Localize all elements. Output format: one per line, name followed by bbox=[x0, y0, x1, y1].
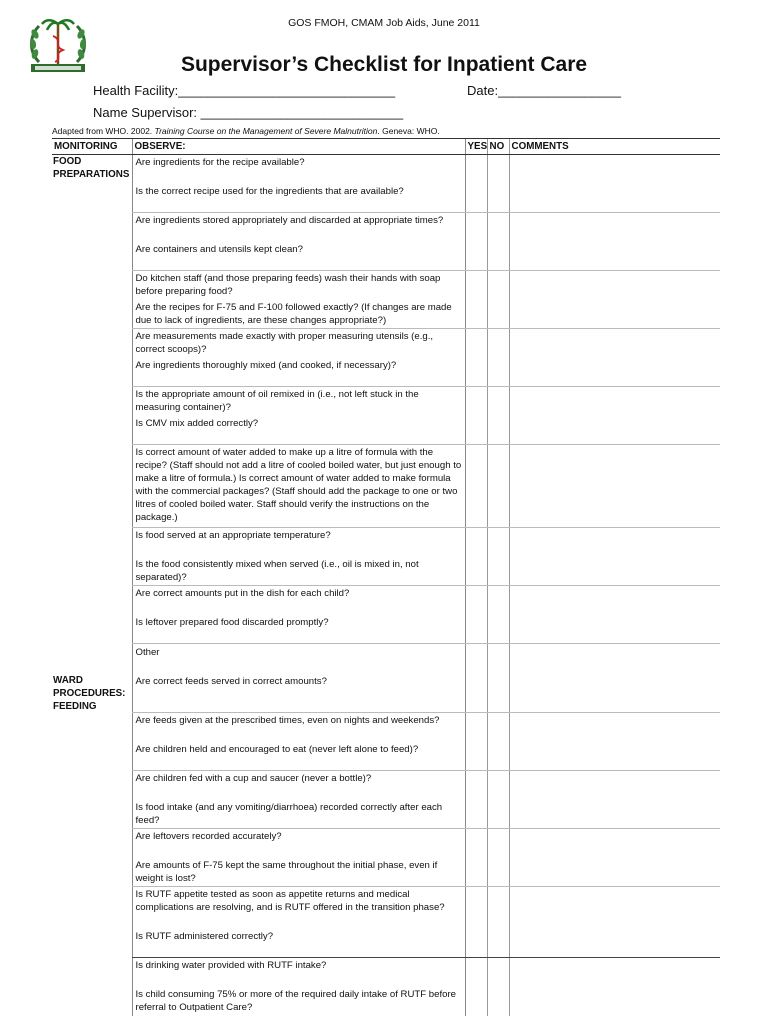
no-cell[interactable] bbox=[487, 887, 509, 958]
comments-cell[interactable] bbox=[509, 887, 720, 958]
yes-cell[interactable] bbox=[465, 958, 487, 1016]
table-row bbox=[52, 713, 720, 771]
table-row bbox=[52, 329, 720, 387]
question: Are the recipes for F-75 and F-100 followed exactly? (If changes are made due to lack of ingredients, are these changes appropriate?) bbox=[135, 302, 452, 326]
question: Are amounts of F-75 kept the same throughout the initial phase, even if weight is lost? bbox=[135, 860, 438, 884]
observe-cell bbox=[132, 213, 465, 271]
yes-cell[interactable] bbox=[465, 213, 487, 271]
yes-cell[interactable] bbox=[465, 713, 487, 771]
question: Are leftovers recorded accurately? bbox=[135, 831, 282, 842]
observe-cell bbox=[132, 271, 465, 329]
yes-cell[interactable] bbox=[465, 445, 487, 528]
no-cell[interactable] bbox=[487, 155, 509, 213]
question: Is RUTF administered correctly? bbox=[135, 931, 274, 942]
table-row bbox=[52, 958, 720, 1016]
observe-cell bbox=[132, 644, 465, 713]
question: Is CMV mix added correctly? bbox=[135, 418, 259, 429]
col-observe: OBSERVE: bbox=[132, 139, 465, 155]
question: Is leftover prepared food discarded promptly? bbox=[135, 617, 329, 628]
question: Do kitchen staff (and those preparing feeds) wash their hands with soap before preparing food? bbox=[135, 273, 441, 297]
question: Is RUTF appetite tested as soon as appetite returns and medical complications are resolving, and is RUTF offered in the transition phase? bbox=[135, 889, 445, 913]
question: Is child consuming 75% or more of the required daily intake of RUTF before referral to Outpatient Care? bbox=[135, 989, 456, 1013]
question: Is food served at an appropriate temperature? bbox=[135, 530, 331, 541]
citation-suffix: . Geneva: WHO. bbox=[377, 126, 440, 136]
observe-cell bbox=[132, 958, 465, 1016]
yes-cell[interactable] bbox=[465, 155, 487, 213]
question: Are children held and encouraged to eat (never left alone to feed)? bbox=[135, 744, 419, 755]
observe-cell bbox=[132, 829, 465, 887]
no-cell[interactable] bbox=[487, 387, 509, 445]
observe-cell bbox=[132, 887, 465, 958]
question: Other bbox=[135, 647, 160, 658]
observe-cell bbox=[132, 528, 465, 586]
source-citation bbox=[52, 126, 440, 136]
yes-cell[interactable] bbox=[465, 644, 487, 713]
observe-cell bbox=[132, 155, 465, 213]
table-row bbox=[52, 445, 720, 528]
observe-cell bbox=[132, 329, 465, 387]
no-cell[interactable] bbox=[487, 586, 509, 644]
question: Are correct feeds served in correct amounts? bbox=[135, 676, 327, 687]
no-cell[interactable] bbox=[487, 528, 509, 586]
no-cell[interactable] bbox=[487, 958, 509, 1016]
comments-cell[interactable] bbox=[509, 958, 720, 1016]
comments-cell[interactable] bbox=[509, 771, 720, 829]
table-row bbox=[52, 829, 720, 887]
yes-cell[interactable] bbox=[465, 329, 487, 387]
observe-cell bbox=[132, 586, 465, 644]
question: Are ingredients thoroughly mixed (and cooked, if necessary)? bbox=[135, 360, 397, 371]
table-row bbox=[52, 887, 720, 958]
no-cell[interactable] bbox=[487, 329, 509, 387]
no-cell[interactable] bbox=[487, 445, 509, 528]
table-row bbox=[52, 644, 720, 713]
question: Are containers and utensils kept clean? bbox=[135, 244, 303, 255]
question: Is the correct recipe used for the ingredients that are available? bbox=[135, 186, 404, 197]
observe-cell bbox=[132, 713, 465, 771]
table-row bbox=[52, 586, 720, 644]
question: Are correct amounts put in the dish for each child? bbox=[135, 588, 350, 599]
table-row bbox=[52, 213, 720, 271]
yes-cell[interactable] bbox=[465, 887, 487, 958]
question: Is the food consistently mixed when served (i.e., oil is mixed in, not separated)? bbox=[135, 559, 419, 583]
table-row bbox=[52, 271, 720, 329]
section-food-preparations: FOOD PREPARATIONS bbox=[53, 156, 130, 180]
question: Is correct amount of water added to make up a litre of formula with the recipe? (Staff should not add a litre of cooled boiled water, but just enough to make a litre of formula.) Is correct amount of water added to make formula with the commercial packages? (Staff should add the package to one or two litres of cooled boiled water. Staff should verify the instructions on the package.) bbox=[135, 447, 462, 523]
no-cell[interactable] bbox=[487, 271, 509, 329]
no-cell[interactable] bbox=[487, 213, 509, 271]
comments-cell[interactable] bbox=[509, 445, 720, 528]
comments-cell[interactable] bbox=[509, 329, 720, 387]
document-title: Supervisor’s Checklist for Inpatient Care bbox=[180, 53, 588, 76]
comments-cell[interactable] bbox=[509, 586, 720, 644]
yes-cell[interactable] bbox=[465, 387, 487, 445]
comments-cell[interactable] bbox=[509, 644, 720, 713]
table-row bbox=[52, 771, 720, 829]
comments-cell[interactable] bbox=[509, 528, 720, 586]
col-monitoring: MONITORING bbox=[52, 139, 132, 155]
comments-cell[interactable] bbox=[509, 829, 720, 887]
observe-cell bbox=[132, 771, 465, 829]
table-row bbox=[52, 387, 720, 445]
observe-cell bbox=[132, 387, 465, 445]
table-header-row bbox=[52, 139, 720, 155]
question: Are ingredients stored appropriately and discarded at appropriate times? bbox=[135, 215, 444, 226]
document-source-line: GOS FMOH, CMAM Job Aids, June 2011 bbox=[288, 17, 480, 29]
question: Is the appropriate amount of oil remixed in (i.e., not left stuck in the measuring container)? bbox=[135, 389, 419, 413]
comments-cell[interactable] bbox=[509, 387, 720, 445]
question: Is food intake (and any vomiting/diarrhoea) recorded correctly after each feed? bbox=[135, 802, 443, 826]
col-no: NO bbox=[487, 139, 509, 155]
citation-prefix: Adapted from WHO. 2002. bbox=[52, 126, 155, 136]
question: Are measurements made exactly with proper measuring utensils (e.g., correct scoops)? bbox=[135, 331, 434, 355]
question: Are feeds given at the prescribed times, even on nights and weekends? bbox=[135, 715, 440, 726]
citation-title: Training Course on the Management of Severe Malnutrition bbox=[154, 126, 378, 136]
checklist-table bbox=[52, 138, 720, 1016]
comments-cell[interactable] bbox=[509, 213, 720, 271]
supervisor-name-field: Name Supervisor: ____________________________ bbox=[93, 105, 404, 120]
yes-cell[interactable] bbox=[465, 271, 487, 329]
no-cell[interactable] bbox=[487, 829, 509, 887]
no-cell[interactable] bbox=[487, 771, 509, 829]
comments-cell[interactable] bbox=[509, 271, 720, 329]
no-cell[interactable] bbox=[487, 713, 509, 771]
yes-cell[interactable] bbox=[465, 528, 487, 586]
question: Is drinking water provided with RUTF intake? bbox=[135, 960, 327, 971]
observe-cell bbox=[132, 445, 465, 528]
question: Are ingredients for the recipe available? bbox=[135, 157, 305, 168]
col-yes: YES bbox=[465, 139, 487, 155]
yes-cell[interactable] bbox=[465, 771, 487, 829]
col-comments: COMMENTS bbox=[509, 139, 720, 155]
yes-cell[interactable] bbox=[465, 586, 487, 644]
table-row bbox=[52, 528, 720, 586]
date-field: Date:_________________ bbox=[467, 83, 621, 98]
comments-cell[interactable] bbox=[509, 713, 720, 771]
no-cell[interactable] bbox=[487, 644, 509, 713]
table-row bbox=[52, 155, 720, 213]
section-ward-procedures-feeding: WARD PROCEDURES: FEEDING bbox=[53, 674, 126, 712]
yes-cell[interactable] bbox=[465, 829, 487, 887]
comments-cell[interactable] bbox=[509, 155, 720, 213]
health-facility-field: Health Facility:______________________________ bbox=[93, 83, 396, 98]
question: Are children fed with a cup and saucer (never a bottle)? bbox=[135, 773, 372, 784]
